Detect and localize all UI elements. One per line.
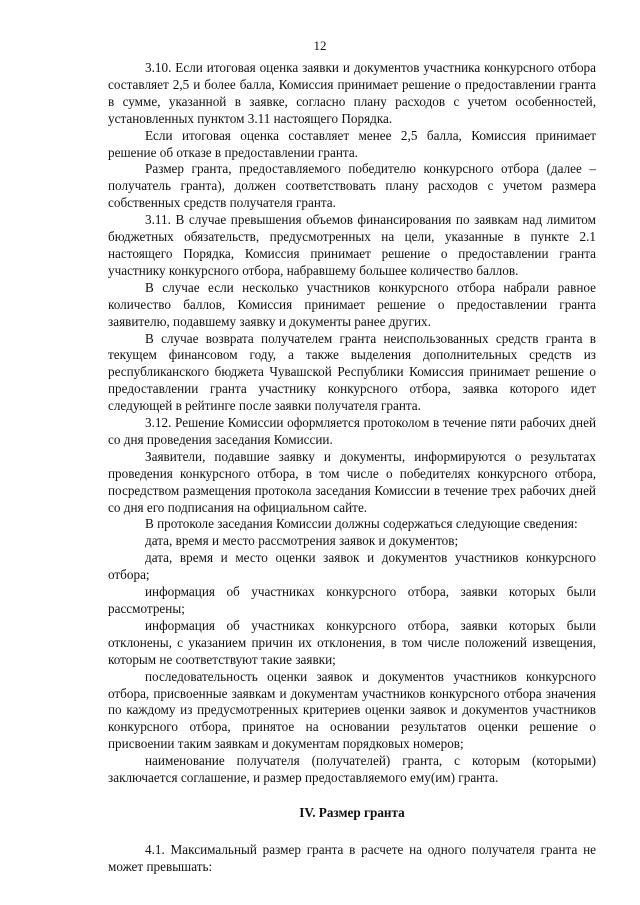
- list-item: дата, время и место оценки заявок и документов участников конкурсного отбора;: [108, 550, 596, 583]
- page-number: 12: [313, 38, 327, 53]
- paragraph: Если итоговая оценка составляет менее 2,5 балла, Комиссия принимает решение об отказе в предоставлении гранта.: [108, 127, 596, 160]
- list-item: дата, время и место рассмотрения заявок и документов;: [145, 533, 459, 549]
- list-item: информация об участниках конкурсного отбора, заявки которых были рассмотрены;: [108, 584, 596, 616]
- paragraph: 3.12. Решение Комиссии оформляется протоколом в течение пяти рабочих дней со дня проведения заседания Комиссии.: [108, 415, 596, 447]
- paragraph: 3.11. В случае превышения объемов финансирования по заявкам над лимитом бюджетных обязательств, предусмотренных на цели, указанные в пункте 2.1 настоящего Порядка, Комиссия принимает решение о предоставлении гранта участнику конкурсного отбора, набравшему большее количество баллов.: [108, 212, 596, 278]
- paragraph: В протоколе заседания Комиссии должны содержаться следующие сведения:: [145, 516, 578, 532]
- paragraph: Заявители, подавшие заявку и документы, информируются о результатах проведения конкурсного отбора, в том числе о победителях конкурсного отбора, посредством размещения протокола заседания Комиссии в течение трех рабочих дней со дня его подписания на официальном сайте.: [108, 448, 596, 515]
- paragraph: В случае возврата получателем гранта неиспользованных средств гранта в текущем финансовом году, а также выделения дополнительных средств из республиканского бюджета Чувашской Республики Комиссия принимает решение о предоставлении гранта участнику конкурсного отбора, заявка которого идет следующей в рейтинге после заявки получателя гранта.: [108, 330, 596, 414]
- paragraph: 3.10. Если итоговая оценка заявки и документов участника конкурсного отбора составляет 2,5 и более балла, Комиссия принимает решение о предоставлении гранта в сумме, указанной в заявке, согласно плану расходов с учетом особенностей, установленных пунктом 3.11 настоящего Порядка.: [108, 60, 596, 126]
- list-item: информация об участниках конкурсного отбора, заявки которых были отклонены, с указанием причин их отклонения, в том числе положений извещения, которым не соответствуют такие заявки;: [108, 617, 596, 667]
- section-heading: IV. Размер гранта: [299, 804, 405, 820]
- paragraph: В случае если несколько участников конкурсного отбора набрали равное количество баллов, Комиссия принимает решение о предоставлении гранта заявителю, подавшему заявку и документы ранее других.: [108, 279, 596, 329]
- paragraph: Размер гранта, предоставляемого победителю конкурсного отбора (далее – получатель гранта), должен соответствовать плану расходов с учетом размера собственных средств получателя гранта.: [108, 161, 596, 211]
- list-item: последовательность оценки заявок и документов участников конкурсного отбора, присвоенные заявкам и документам участников конкурсного отбора значения по каждому из предусмотренных критериев оценки заявок и документов участников конкурсного отбора, принятое на основании результатов оценки решение о присвоении таким заявкам и документам порядковых номеров;: [108, 668, 596, 752]
- paragraph: 4.1. Максимальный размер гранта в расчете на одного получателя гранта не может превышать:: [108, 841, 596, 874]
- document-body: [108, 60, 596, 876]
- list-item: наименование получателя (получателей) гранта, с которым (которыми) заключается соглашение, и размер предоставляемого ему(им) гранта.: [108, 753, 596, 786]
